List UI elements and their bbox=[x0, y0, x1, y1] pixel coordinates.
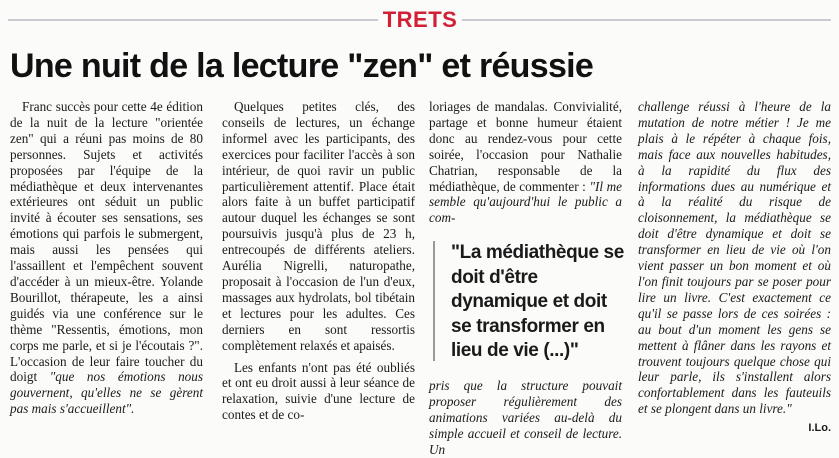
column-4 bbox=[638, 99, 831, 417]
column-3-text: loriages de mandalas. Convivialité, partage et bonne humeur étaient donc au rendez-vous pour cette soirée, l'occasion pour Nathalie Chatrian, responsable de la médiathèque, de commenter : bbox=[429, 99, 622, 194]
column-4-text: challenge réussi à l'heure de la mutation de notre métier ! Je me plais à le répéter à chaque fois, mais face aux nouvelles habitudes, à la rapidité du flux des informations dues au numérique et à la réalité du risque de cloisonnement, la médiathèque se doit d'être dynamique et doit se transformer en lieu de vie où l'on vient passer un bon moment et où l'on finit toujours par se poser pour lire un livre. C'est exactement ce qu'il se passe lors de ces soirées : au bout d'un moment les gens se mettent à flâner dans les rayons et trouvent toujours quelque chose qui leur parle, ils s'installent alors confortablement dans les fauteuils et se plongent dans un livre." bbox=[638, 99, 831, 417]
column-2-paragraph-1: Quelques petites clés, des conseils de lectures, un échange informel avec les participants, des exercices pour faciliter l'accès à son intérieur, de quoi ravir un public particulièrement attentif. Place était alors faite à un buffet participatif autour duquel les échanges se sont poursuivis jusqu'à plus de 23 h, entrecoupés de différents ateliers. Aurélia Nigrelli, naturopathe, proposait à l'occasion de l'un d'eux, massages aux hydrolats, bol tibétain et lectures pour les adultes. Ces derniers en sont ressortis complètement relaxés et apaisés. bbox=[222, 99, 415, 353]
headline: Une nuit de la lecture "zen" et réussie bbox=[10, 47, 594, 85]
column-3-top bbox=[429, 99, 622, 226]
column-1 bbox=[10, 99, 203, 417]
column-3-quote: "Il me semble qu'aujourd'hui le public a com- bbox=[429, 178, 622, 226]
column-1-text: Franc succès pour cette 4e édition de la nuit de la lecture "orientée zen" qui a réuni pas moins de 80 personnes. Sujets et activités proposées par l'équipe de la médiathèque et deux intervenantes extérieures ont séduit un public invité à écouter ses sensations, ses émotions qui parfois le submergent, mais aussi les pensées qui l'assaillent et l'empêchent souvent d'accéder à un mieux-être. Yolande Bourillot, thérapeute, les a ainsi guidés via une conférence sur le thème "Ressentis, émotions, mon corps me parle, et si je l'écoutais ?". L'occasion de leur faire toucher du doigt bbox=[10, 99, 203, 385]
column-2-paragraph-2: Les enfants n'ont pas été oubliés et ont eu droit aussi à leur séance de relaxation, suivie d'une lecture de contes et de co- bbox=[222, 359, 415, 423]
column-2 bbox=[222, 99, 415, 423]
column-3-bottom-text: pris que la structure pouvait proposer régulièrement des animations variées au-delà du simple accueil et conseil de lecture. Un bbox=[429, 378, 622, 457]
column-3-bottom bbox=[429, 378, 622, 458]
pull-quote: "La médiathèque se doit d'être dynamique et doit se transformer en lieu de vie (...)" bbox=[433, 241, 629, 361]
author-signature: I.Lo. bbox=[808, 422, 831, 434]
column-1-quote: "que nos émotions nous gouvernent, qu'elles ne se gèrent pas mais s'accueillent". bbox=[10, 369, 204, 417]
section-label: TRETS bbox=[378, 6, 462, 34]
